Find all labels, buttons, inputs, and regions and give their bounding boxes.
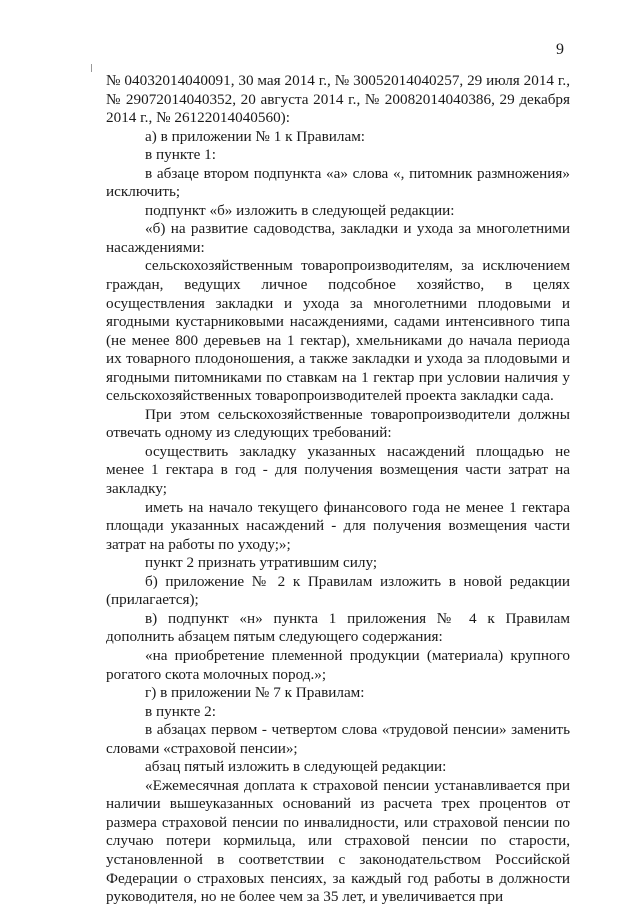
paragraph: в абзацах первом - четвертом слова «трудовой пенсии» заменить словами «страховой пенсии»; [106, 721, 570, 757]
paragraph: в пункте 1: [145, 146, 216, 164]
paragraph: в) подпункт «н» пункта 1 приложения № 4 к Правилам дополнить абзацем пятым следующего содержания: [106, 609, 570, 646]
paragraph: осуществить закладку указанных насаждений площадью не менее 1 гектара в год - для получения возмещения части затрат на закладку; [106, 442, 570, 498]
paragraph: г) в приложении № 7 к Правилам: [145, 684, 365, 702]
paragraph: подпункт «б» изложить в следующей редакции: [145, 201, 455, 219]
document-body [106, 72, 570, 907]
paragraph: При этом сельскохозяйственные товаропроизводители должны отвечать одному из следующих требований: [106, 405, 570, 442]
paragraph: а) в приложении № 1 к Правилам: [145, 127, 366, 145]
paragraph: в абзаце втором подпункта «а» слова «, питомник размножения» исключить; [106, 164, 570, 201]
paragraph: иметь на начало текущего финансового года не менее 1 гектара площади указанных насаждений - для получения возмещения части затрат на работы по уходу;»; [106, 498, 570, 553]
paragraph-continuation: № 04032014040091, 30 мая 2014 г., № 30052014040257, 29 июля 2014 г., № 29072014040352, 20 августа 2014 г., № 20082014040386, 29 декабря 2014 г., № 26122014040560): [106, 72, 570, 127]
paragraph: б) приложение № 2 к Правилам изложить в новой редакции (прилагается); [106, 572, 570, 609]
page-number: 9 [556, 41, 564, 58]
scan-mark [91, 64, 92, 72]
paragraph: пункт 2 признать утратившим силу; [145, 554, 378, 572]
paragraph: «на приобретение племенной продукции (материала) крупного рогатого скота молочных пород.»; [106, 646, 570, 683]
paragraph: в пункте 2: [145, 702, 216, 720]
paragraph: «б) на развитие садоводства, закладки и ухода за многолетними насаждениями: [106, 220, 570, 256]
paragraph: сельскохозяйственным товаропроизводителям, за исключением граждан, ведущих личное подсобное хозяйство, в целях осуществления закладки и ухода за многолетними плодовыми и ягодными кустарниковыми насаждениями, садами интенсивного типа (не менее 800 деревьев на 1 гектар), хмельниками до начала периода их товарного плодоношения, а также закладки и ухода за плодовыми и ягодными питомниками по ставкам на 1 гектар при условии наличия у сельскохозяйственных товаропроизводителей проекта закладки сада. [106, 257, 570, 405]
paragraph: «Ежемесячная доплата к страховой пенсии устанавливается при наличии вышеуказанных оснований из расчета трех процентов от размера страховой пенсии по инвалидности, или страховой пенсии по случаю потери кормильца, или страховой пенсии по старости, установленной в соответствии с законодательством Российской Федерации о страховых пенсиях, за каждый год работы в должности руководителя, но не более чем за 35 лет, и увеличивается при [106, 776, 570, 906]
paragraph: абзац пятый изложить в следующей редакции: [145, 758, 447, 776]
